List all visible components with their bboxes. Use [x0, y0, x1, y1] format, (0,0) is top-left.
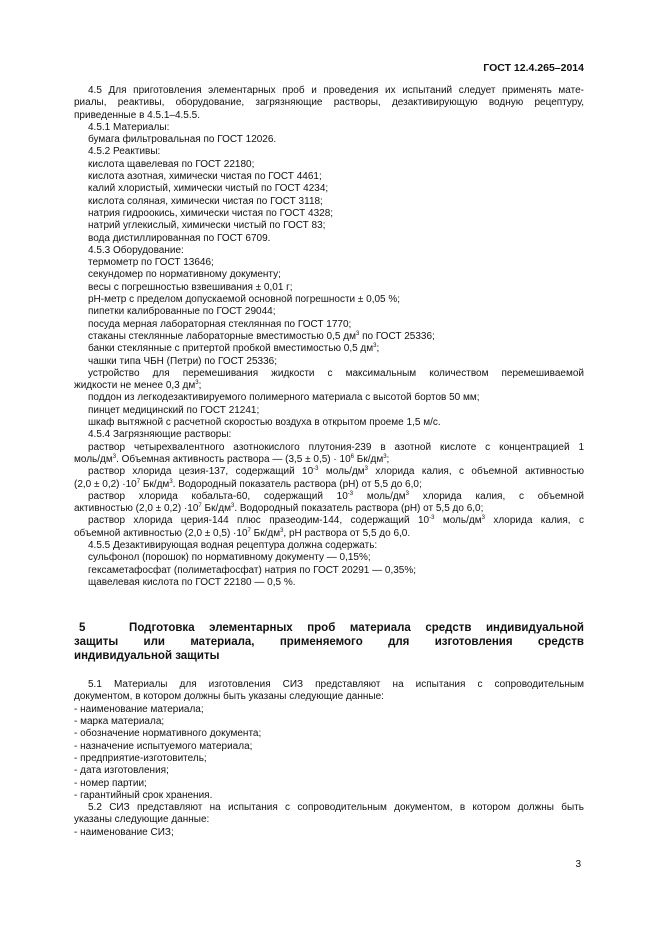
list-item: - предприятие-изготовитель;: [74, 752, 207, 764]
list-item: - дата изготовления;: [74, 765, 169, 777]
text-run: стаканы стеклянные лабораторные вместимостью 0,5 дм: [88, 330, 356, 342]
superscript: 3: [355, 330, 360, 337]
text-run: раствор хлорида кобальта-60, содержащий 10: [88, 490, 348, 502]
text-run: Подготовка элементарных проб материала средств индивидуальной: [129, 622, 584, 635]
list-item: [74, 331, 584, 343]
text-run: Бк/дм: [353, 453, 384, 465]
text-run: хлорида калия, с объемной активностью: [368, 466, 585, 478]
superscript: 3: [280, 527, 284, 534]
superscript: 3: [112, 453, 117, 460]
page-number: 3: [575, 859, 581, 870]
list-item: - обозначение нормативного документа;: [74, 728, 262, 740]
text-run: . Водородный показатель раствора (рН) от 5,5 до 6,0;: [172, 478, 422, 490]
paragraph-4-5-line: риалы, реактивы, оборудование, загрязняющие растворы, дезактивирующую водную рецептуру,: [74, 97, 584, 109]
list-item: сульфонол (порошок) по нормативному документу — 0,15%;: [88, 552, 371, 564]
clause-4-5-2-title: 4.5.2 Реактивы:: [88, 146, 161, 158]
list-item: калий хлористый, химически чистый по ГОСТ 4234;: [88, 183, 329, 195]
text-run: хлорида калия, с объемной: [408, 490, 585, 502]
text-run: раствор хлорида церия-144 плюс празеодим-144, содержащий 10: [88, 515, 430, 527]
solution-plutonium-line: раствор четырехвалентного азотнокислого плутония-239 в азотной кислоте с концентрацией 1: [88, 441, 584, 453]
list-item: натрия гидроокись, химически чистая по ГОСТ 4328;: [88, 207, 334, 219]
solution-cesium-line: [74, 479, 584, 491]
list-item: - номер партии;: [74, 777, 147, 789]
paragraph-4-5-line: приведенные в 4.5.1–4.5.5.: [74, 109, 200, 121]
clause-4-5-5-title: 4.5.5 Дезактивирующая водная рецептура должна содержать:: [88, 539, 378, 551]
superscript: 6: [350, 453, 354, 460]
section-5-heading-line: индивидуальной защиты: [74, 650, 220, 663]
list-item: щавелевая кислота по ГОСТ 22180 — 0,5 %.: [88, 576, 296, 588]
text-run: (2,0 ± 0,2) ·10: [74, 478, 137, 490]
solution-plutonium-line: [74, 454, 584, 466]
paragraph-5-1-line: 5.1 Материалы для изготовления СИЗ представляют на испытания с сопроводительным: [88, 679, 584, 691]
list-item: бумага фильтровальная по ГОСТ 12026.: [88, 134, 277, 146]
superscript: 3: [481, 515, 485, 522]
text-run: , рН раствора от 5,5 до 6,0.: [283, 527, 411, 539]
list-item: - наименование материала;: [74, 703, 204, 715]
list-item: - наименование СИЗ;: [74, 826, 174, 838]
superscript: 7: [247, 527, 251, 534]
superscript: 3: [169, 478, 173, 485]
list-item: пипетки калиброванные по ГОСТ 29044;: [88, 306, 276, 318]
list-item: рН-метр с пределом допускаемой основной погрешности ± 0,05 %;: [88, 294, 401, 306]
text-run: жидкости не менее 0,3 дм: [74, 380, 196, 392]
list-item: - гарантийный срок хранения.: [74, 789, 213, 801]
list-item: кислота щавелевая по ГОСТ 22180;: [88, 158, 255, 170]
list-item: - назначение испытуемого материала;: [74, 740, 253, 752]
solution-cobalt-line: [74, 491, 584, 503]
text-run: активностью (2,0 ± 0,2) ·10: [74, 503, 199, 515]
clause-4-5-1-title: 4.5.1 Материалы:: [88, 121, 170, 133]
text-run: по ГОСТ 25336;: [359, 330, 435, 342]
paragraph-5-2-line: указаны следующие данные:: [74, 814, 210, 826]
text-run: ;: [198, 380, 202, 392]
text-run: . Водородный показатель раствора (рН) от 5,5 до 6,0;: [234, 503, 484, 515]
list-item: кислота соляная, химически чистая по ГОСТ 3118;: [88, 195, 323, 207]
text-run: раствор хлорида цезия-137, содержащий 10: [88, 466, 314, 478]
list-item: устройство для перемешивания жидкости с максимальным количеством перемешиваемой: [88, 367, 584, 379]
text-run: Бк/дм: [201, 503, 231, 515]
section-gap: [74, 589, 584, 607]
text-run: Бк/дм: [250, 527, 281, 539]
text-run: Бк/дм: [140, 478, 170, 490]
list-item: чашки типа ЧБН (Петри) по ГОСТ 25336;: [88, 355, 278, 367]
list-item: посуда мерная лабораторная стеклянная по ГОСТ 1770;: [88, 318, 352, 330]
clause-4-5-4-title: 4.5.4 Загрязняющие растворы:: [88, 429, 232, 441]
text-run: моль/дм: [434, 515, 482, 527]
superscript: 3: [230, 503, 235, 510]
text-run: моль/дм: [318, 466, 365, 478]
list-item: секундомер по нормативному документу;: [88, 269, 281, 281]
document-id-header: ГОСТ 12.4.265–2014: [483, 62, 584, 74]
text-run: моль/дм: [74, 453, 113, 465]
paragraph-5-2-line: 5.2 СИЗ представляют на испытания с сопроводительным документом, в котором должны быть: [88, 802, 584, 814]
superscript: 3: [195, 380, 199, 387]
list-item: натрий углекислый, химически чистый по ГОСТ 83;: [88, 220, 326, 232]
superscript: -3: [347, 490, 354, 497]
list-item: гексаметафосфат (полиметафосфат) натрия по ГОСТ 20291 — 0,35%;: [88, 564, 417, 576]
superscript: 7: [136, 478, 141, 485]
superscript: 3: [405, 490, 409, 497]
list-item: термометр по ГОСТ 13646;: [88, 257, 214, 269]
text-run: объемной активностью (2,0 ± 0,5) ·10: [74, 527, 248, 539]
list-item: вода дистиллированная по ГОСТ 6709.: [88, 232, 271, 244]
document-body: [74, 85, 584, 839]
superscript: 3: [383, 453, 387, 460]
text-run: ;: [386, 453, 390, 465]
text-run: банки стеклянные с притертой пробкой вместимостью 0,5 дм: [88, 343, 374, 355]
section-number: 5: [79, 622, 86, 635]
list-item: [74, 380, 584, 392]
list-item: шкаф вытяжной с расчетной скоростью воздуха в открытом проеме 1,5 м/с.: [88, 417, 441, 429]
section-gap: [74, 663, 584, 679]
solution-cerium-line: [74, 528, 584, 540]
clause-4-5-3-title: 4.5.3 Оборудование:: [88, 244, 184, 256]
text-run: моль/дм: [353, 490, 406, 502]
list-item: пинцет медицинский по ГОСТ 21241;: [88, 404, 260, 416]
section-5-heading-line: защиты или материала, применяемого для изготовления средств: [74, 636, 584, 649]
solution-cerium-line: [74, 515, 584, 527]
text-run: ;: [376, 343, 380, 355]
list-item: - марка материала;: [74, 716, 165, 728]
superscript: -3: [313, 466, 319, 473]
superscript: 3: [364, 466, 369, 473]
section-5-heading-line: [74, 621, 584, 635]
list-item: весы с погрешностью взвешивания ± 0,01 г;: [88, 281, 293, 293]
list-item: [74, 343, 584, 355]
text-run: . Объемная активность раствора — (3,5 ± 0,5) · 10: [116, 453, 351, 465]
list-item: кислота азотная, химически чистая по ГОСТ 4461;: [88, 171, 322, 183]
solution-cesium-line: [74, 466, 584, 478]
paragraph-5-1-line: документом, в котором должны быть указаны следующие данные:: [74, 691, 384, 703]
superscript: 3: [373, 343, 377, 350]
superscript: 7: [198, 503, 202, 510]
paragraph-4-5-line: 4.5 Для приготовления элементарных проб и проведения их испытаний следует применять мате-: [88, 85, 584, 96]
list-item: поддон из легкодезактивируемого полимерного материала с высотой бортов 50 мм;: [88, 392, 480, 404]
solution-cobalt-line: [74, 503, 584, 515]
text-run: хлорида калия, с: [484, 515, 584, 527]
superscript: -3: [429, 515, 435, 522]
